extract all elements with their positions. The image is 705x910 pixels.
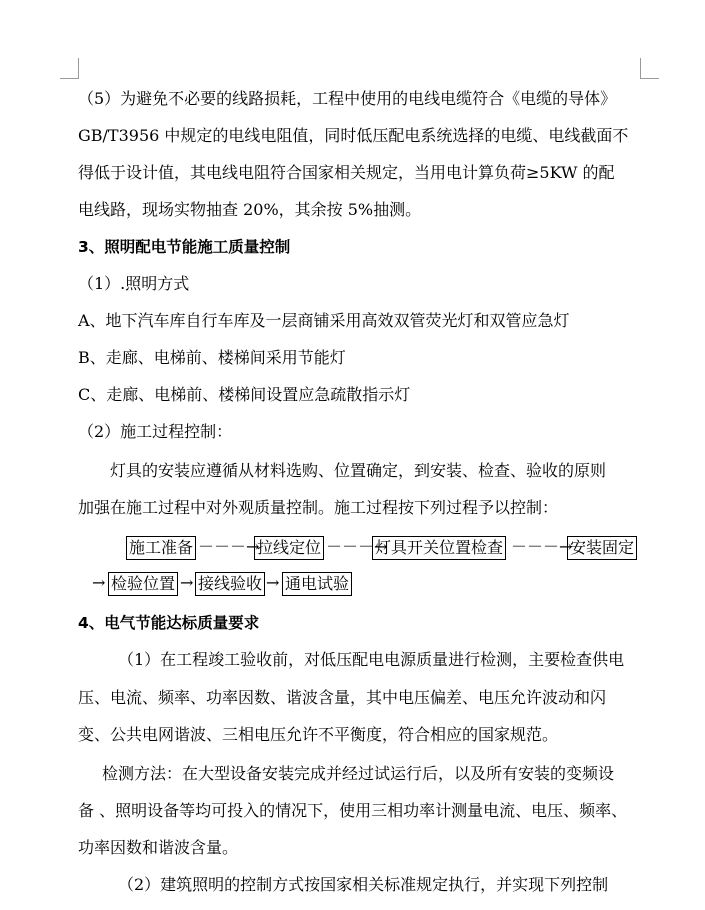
process-flow-row-1 bbox=[0, 536, 705, 560]
flow-step-box: 灯具开关位置检查 bbox=[372, 536, 506, 560]
paragraph-line: B、走廊、电梯前、楼梯间采用节能灯 bbox=[78, 348, 346, 367]
arrow: → bbox=[180, 573, 194, 592]
paragraph-line: 检测方法：在大型设备安装完成并经过试运行后，以及所有安装的变频设 bbox=[102, 764, 615, 783]
arrow: → bbox=[92, 573, 106, 592]
paragraph-line: 电线路，现场实物抽查 20%，其余按 5%抽测。 bbox=[78, 200, 422, 219]
flow-step-box: 接线验收 bbox=[195, 572, 265, 596]
paragraph-line: 压、电流、频率、功率因数、谐波含量，其中电压偏差、电压允许波动和闪 bbox=[78, 688, 607, 707]
paragraph-line: 灯具的安装应遵循从材料选购、位置确定，到安装、检查、验收的原则 bbox=[110, 461, 607, 480]
paragraph-line: 加强在施工过程中对外观质量控制。施工过程按下列过程予以控制： bbox=[78, 498, 559, 517]
paragraph-line: 得低于设计值，其电线电阻符合国家相关规定，当用电计算负荷≥5KW 的配 bbox=[78, 163, 615, 182]
paragraph-line: 功率因数和谐波含量。 bbox=[78, 838, 239, 857]
dashed-arrow: －－－→ bbox=[326, 537, 388, 556]
paragraph-line: （1）.照明方式 bbox=[78, 274, 190, 293]
process-flow-row-2 bbox=[0, 572, 705, 596]
flow-step-box: 拉线定位 bbox=[254, 536, 324, 560]
page-corner-mark-top-right bbox=[640, 58, 659, 79]
flow-step-box: 安装固定 bbox=[567, 536, 637, 560]
arrow: → bbox=[266, 573, 280, 592]
page-corner-mark-top-left bbox=[60, 58, 79, 79]
dashed-arrow: －－－→ bbox=[511, 537, 573, 556]
paragraph-line: 备 、照明设备等均可投入的情况下，使用三相功率计测量电流、电压、频率、 bbox=[78, 801, 628, 820]
paragraph-line: GB/T3956 中规定的电线电阻值，同时低压配电系统选择的电缆、电线截面不 bbox=[78, 126, 629, 145]
paragraph-line: （2）施工过程控制： bbox=[78, 422, 233, 441]
paragraph-line: （2）建筑照明的控制方式按国家相关标准规定执行，并实现下列控制 bbox=[118, 875, 609, 894]
dashed-arrow: －－－→ bbox=[198, 537, 260, 556]
paragraph-line: （1）在工程竣工验收前，对低压配电电源质量进行检测，主要检查供电 bbox=[118, 650, 625, 669]
section-heading-4: 4、电气节能达标质量要求 bbox=[78, 614, 260, 632]
flow-step-box: 检验位置 bbox=[108, 572, 178, 596]
paragraph-line: C、走廊、电梯前、楼梯间设置应急疏散指示灯 bbox=[78, 385, 411, 404]
paragraph-line: （5）为避免不必要的线路损耗，工程中使用的电线电缆符合《电缆的导体》 bbox=[78, 89, 617, 108]
flow-step-box: 通电试验 bbox=[282, 572, 352, 596]
paragraph-line: 变、公共电网谐波、三相电压允许不平衡度，符合相应的国家规范。 bbox=[78, 725, 559, 744]
paragraph-line: A、地下汽车库自行车库及一层商铺采用高效双管荧光灯和双管应急灯 bbox=[78, 311, 570, 330]
flow-step-box: 施工准备 bbox=[126, 536, 196, 560]
section-heading-3: 3、照明配电节能施工质量控制 bbox=[78, 238, 291, 256]
